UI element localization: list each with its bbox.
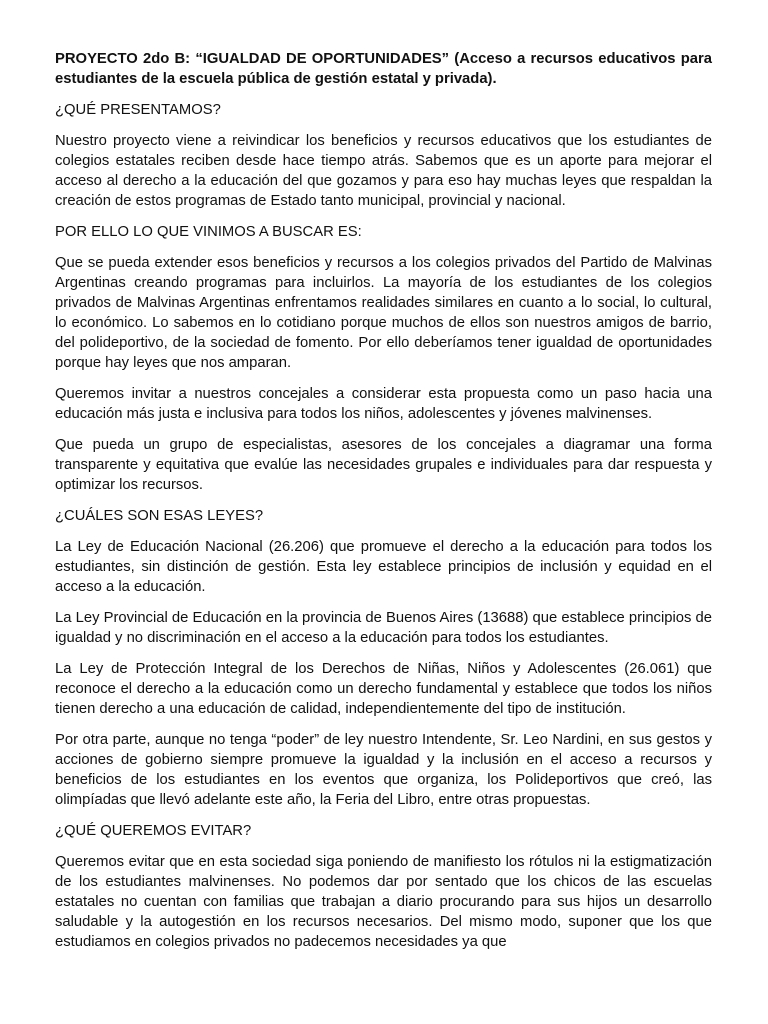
paragraph-7: La Ley de Protección Integral de los Derechos de Niñas, Niños y Adolescentes (26.061) que reconoce el derecho a la educación como un derecho fundamental y establece que todos los niños tienen derecho a una educación de calidad, independientemente del tipo de institución. xyxy=(55,661,712,717)
document-page xyxy=(55,49,712,963)
paragraph-2: Que se pueda extender esos beneficios y recursos a los colegios privados del Partido de Malvinas Argentinas creando programas para incluirlos. La mayoría de los estudiantes de los colegios privados de Malvinas Argentinas enfrentamos realidades similares en cuanto a lo social, lo cultural, lo económico. Lo sabemos en lo cotidiano porque muchos de ellos son nuestros amigos de barrio, del polideportivo, de la sociedad de fomento. Por ello deberíamos tener igualdad de oportunidades porque hay leyes que nos amparan. xyxy=(55,255,712,371)
paragraph-9: Queremos evitar que en esta sociedad siga poniendo de manifiesto los rótulos ni la estigmatización de los estudiantes malvinenses. No podemos dar por sentado que los chicos de las escuelas estatales no cuentan con familias que trabajan a diario procurando para sus hijos un desarrollo saludable y la autogestión en los recursos necesarios. Del mismo modo, suponer que los que estudiamos en colegios privados no padecemos necesidades ya que xyxy=(55,854,712,950)
paragraph-1: Nuestro proyecto viene a reivindicar los beneficios y recursos educativos que los estudiantes de colegios estatales reciben desde hace tiempo atrás. Sabemos que es un aporte para mejorar el acceso al derecho a la educación del que gozamos y para eso hay muchas leyes que respaldan la creación de estos programas de Estado tanto municipal, provincial y nacional. xyxy=(55,133,712,209)
paragraph-8: Por otra parte, aunque no tenga “poder” de ley nuestro Intendente, Sr. Leo Nardini, en sus gestos y acciones de gobierno siempre promueve la igualdad y la inclusión en el acceso a recursos y beneficios de los estudiantes en los eventos que organiza, los Polideportivos que creó, las olimpíadas que llevó adelante este año, la Feria del Libro, entre otras propuestas. xyxy=(55,732,712,808)
section-heading-evitar: ¿QUÉ QUEREMOS EVITAR? xyxy=(55,823,252,839)
section-heading-que-presentamos: ¿QUÉ PRESENTAMOS? xyxy=(55,102,221,118)
section-heading-por-ello: POR ELLO LO QUE VINIMOS A BUSCAR ES: xyxy=(55,224,362,240)
paragraph-5: La Ley de Educación Nacional (26.206) que promueve el derecho a la educación para todos los estudiantes, sin distinción de gestión. Esta ley establece principios de inclusión y equidad en el acceso a la educación. xyxy=(55,539,712,595)
document-title: PROYECTO 2do B: “IGUALDAD DE OPORTUNIDADES” (Acceso a recursos educativos para estudiantes de la escuela pública de gestión estatal y privada). xyxy=(55,51,712,87)
paragraph-3: Queremos invitar a nuestros concejales a considerar esta propuesta como un paso hacia una educación más justa e inclusiva para todos los niños, adolescentes y jóvenes malvinenses. xyxy=(55,386,712,422)
paragraph-4: Que pueda un grupo de especialistas, asesores de los concejales a diagramar una forma transparente y equitativa que evalúe las necesidades grupales e individuales para dar respuesta y optimizar los recursos. xyxy=(55,437,712,493)
paragraph-6: La Ley Provincial de Educación en la provincia de Buenos Aires (13688) que establece principios de igualdad y no discriminación en el acceso a la educación para todos los estudiantes. xyxy=(55,610,712,646)
section-heading-leyes: ¿CUÁLES SON ESAS LEYES? xyxy=(55,508,264,524)
